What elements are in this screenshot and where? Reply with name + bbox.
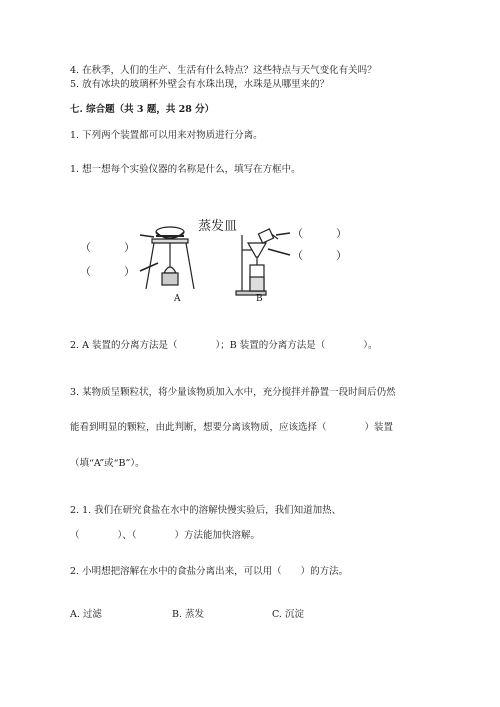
option-a[interactable]: A. 过滤 [70,609,102,620]
label-a: A [174,294,181,304]
diagram-caption: 蒸发皿 [198,219,238,234]
apparatus-diagram [70,205,370,310]
question-4: 4. 在秋季，人们的生产、生活有什么特点？这些特点与天气变化有关吗？ [70,65,377,76]
blank-left-bottom[interactable]: （ ） [80,265,135,278]
problem-1-sub2: 2. A 装置的分离方法是（ ）；B 装置的分离方法是（ ）。 [70,340,378,351]
label-b: B [256,294,263,304]
option-c[interactable]: C. 沉淀 [272,609,304,620]
apparatus-b [236,229,290,295]
problem-2-line3: 2. 小明想把溶解在水中的食盐分离出来，可以用（ ）的方法。 [70,566,349,577]
blank-right-bottom[interactable]: （ ） [292,249,347,262]
problem-1-intro: 1. 下列两个装置都可以用来对物质进行分离。 [70,130,263,141]
section-title: 七. 综合题（共 3 题，共 28 分） [70,104,215,115]
blank-left-top[interactable]: （ ） [80,241,135,254]
blank-right-top[interactable]: （ ） [292,227,347,240]
problem-1-sub3-line2: 能看到明显的颗粒，由此判断，想要分离该物质，应该选择（ ）装置 [70,422,394,433]
problem-2-line2: （ ）、（ ）方法能加快溶解。 [70,530,261,541]
problem-1-sub1: 1. 想一想每个实验仪器的名称是什么，填写在方框中。 [70,164,301,175]
option-b[interactable]: B. 蒸发 [172,609,205,620]
problem-1-sub3-line1: 3. 某物质呈颗粒状，将少量该物质加入水中，充分搅拌并静置一段时间后仍然 [70,387,396,398]
apparatus-a [140,227,194,289]
problem-1-sub3-line3: （填“A”或“B”）。 [70,458,145,469]
question-5: 5. 放有冰块的玻璃杯外壁会有水珠出现，水珠是从哪里来的？ [70,79,330,90]
problem-2-line1: 2. 1. 我们在研究食盐在水中的溶解快慢实验后，我们知道加热、 [70,505,342,516]
